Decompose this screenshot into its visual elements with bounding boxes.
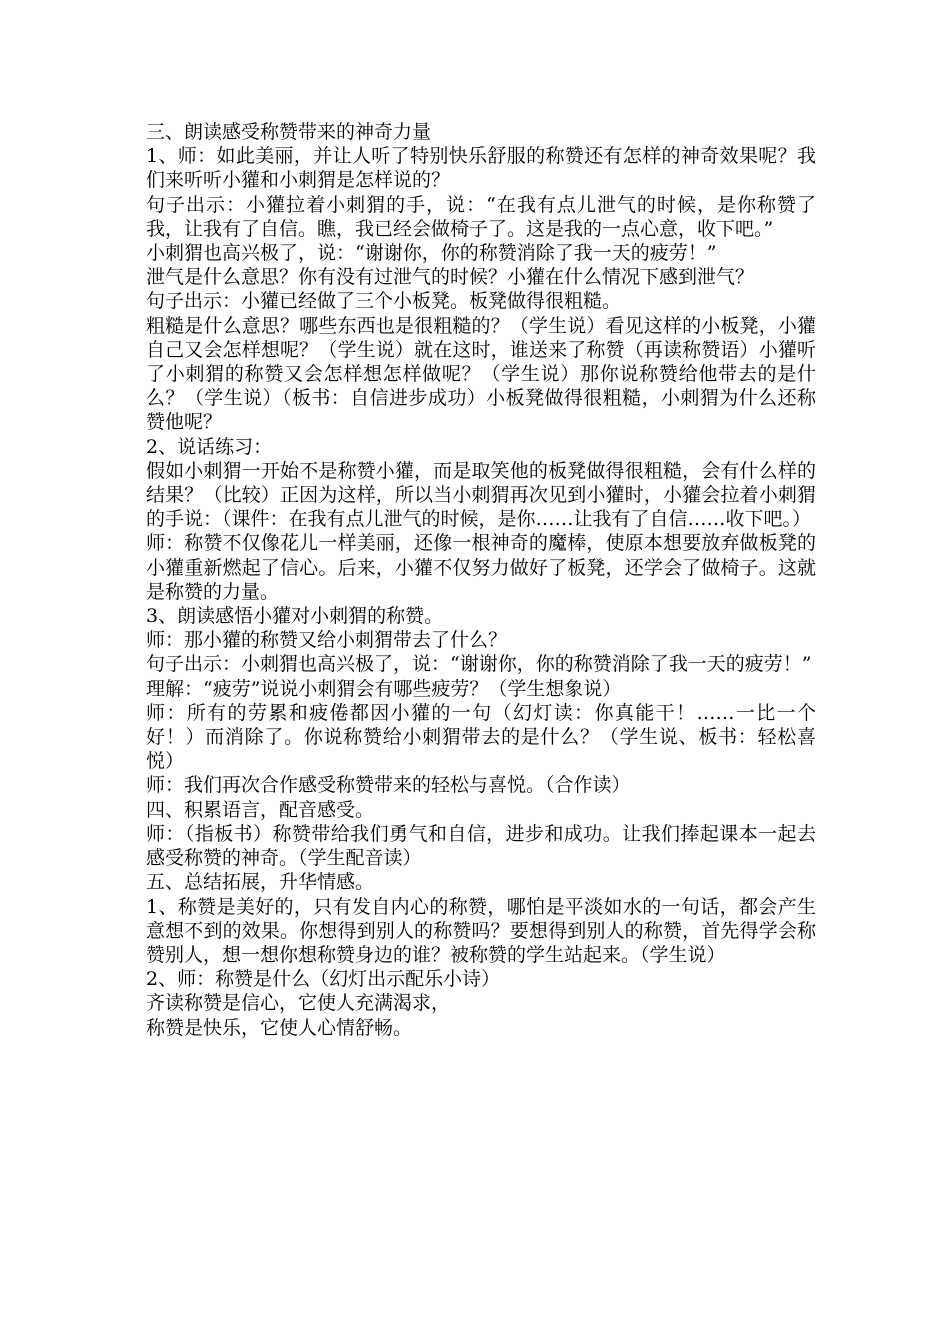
paragraph: 小刺猬也高兴极了，说：“谢谢你，你的称赞消除了我一天的疲劳！” bbox=[146, 242, 717, 265]
paragraph: 师：那小獾的称赞又给小刺猬带去了什么？ bbox=[146, 629, 508, 652]
paragraph: 句子出示：小獾已经做了三个小板凳。板凳做得很粗糙。 bbox=[146, 290, 622, 313]
section-heading-3: 三、朗读感受称赞带来的神奇力量 bbox=[146, 121, 432, 143]
paragraph: 泄气是什么意思？你有没有过泄气的时候？小獾在什么情况下感到泄气？ bbox=[146, 266, 755, 289]
paragraph: 师：（指板书）称赞带给我们勇气和自信，进步和成功。让我们捧起课本一起去感受称赞的神奇。（学生配音读） bbox=[146, 822, 816, 870]
paragraph: 粗糙是什么意思？哪些东西也是很粗糙的？（学生说）看见这样的小板凳，小獾自己又会怎样想呢？（学生说）就在这时，谁送来了称赞（再读称赞语）小獾听了小刺猬的称赞又会怎样想怎样做呢？（学生说）那你说称赞给他带去的是什么？（学生说）（板书：自信进步成功）小板凳做得很粗糙，小刺猬为什么还称赞他呢？ bbox=[146, 314, 816, 434]
paragraph: 句子出示：小刺猬也高兴极了，说：“谢谢你，你的称赞消除了我一天的疲劳！” bbox=[146, 653, 812, 676]
paragraph: 假如小刺猬一开始不是称赞小獾，而是取笑他的板凳做得很粗糙，会有什么样的结果？（比较）正因为这样，所以当小刺猬再次见到小獾时，小獾会拉着小刺猬的手说：（课件：在我有点儿泄气的时候，是你……让我有了自信……收下吧。） bbox=[146, 459, 816, 531]
document-body bbox=[146, 120, 816, 1040]
paragraph: 师：称赞不仅像花儿一样美丽，还像一根神奇的魔棒，使原本想要放弃做板凳的小獾重新燃起了信心。后来，小獾不仅努力做好了板凳，还学会了做椅子。这就是称赞的力量。 bbox=[146, 532, 816, 603]
poem-line: 称赞是快乐，它使人心情舒畅。 bbox=[146, 1016, 413, 1039]
paragraph: 1、师：如此美丽，并让人听了特别快乐舒服的称赞还有怎样的神奇效果呢？我们来听听小獾和小刺猬是怎样说的？ bbox=[146, 145, 816, 192]
paragraph: 2、说话练习： bbox=[146, 435, 273, 458]
paragraph: 师：所有的劳累和疲倦都因小獾的一句（幻灯读：你真能干！……一比一个好！）而消除了。你说称赞给小刺猬带去的是什么？（学生说、板书：轻松喜悦） bbox=[146, 701, 816, 773]
section-heading-4: 四、积累语言，配音感受。 bbox=[146, 798, 375, 821]
paragraph: 2、师：称赞是什么（幻灯出示配乐小诗） bbox=[146, 968, 501, 991]
paragraph: 师：我们再次合作感受称赞带来的轻松与喜悦。（合作读） bbox=[146, 774, 631, 797]
paragraph: 句子出示：小獾拉着小刺猬的手，说：“在我有点儿泄气的时候，是你称赞了我，让我有了自信。瞧，我已经会做椅子了。这是我的一点心意，收下吧。” bbox=[146, 193, 816, 240]
paragraph: 理解：“疲劳”说说小刺猬会有哪些疲劳？（学生想象说） bbox=[146, 677, 622, 700]
paragraph: 3、朗读感悟小獾对小刺猬的称赞。 bbox=[146, 605, 444, 628]
poem-line: 齐读称赞是信心，它使人充满渴求， bbox=[146, 992, 451, 1015]
paragraph: 1、称赞是美好的，只有发自内心的称赞，哪怕是平淡如水的一句话，都会产生意想不到的效果。你想得到别人的称赞吗？要想得到别人的称赞，首先得学会称赞别人，想一想你想称赞身边的谁？被称赞的学生站起来。（学生说） bbox=[146, 895, 816, 966]
section-heading-5: 五、总结拓展，升华情感。 bbox=[146, 871, 375, 894]
